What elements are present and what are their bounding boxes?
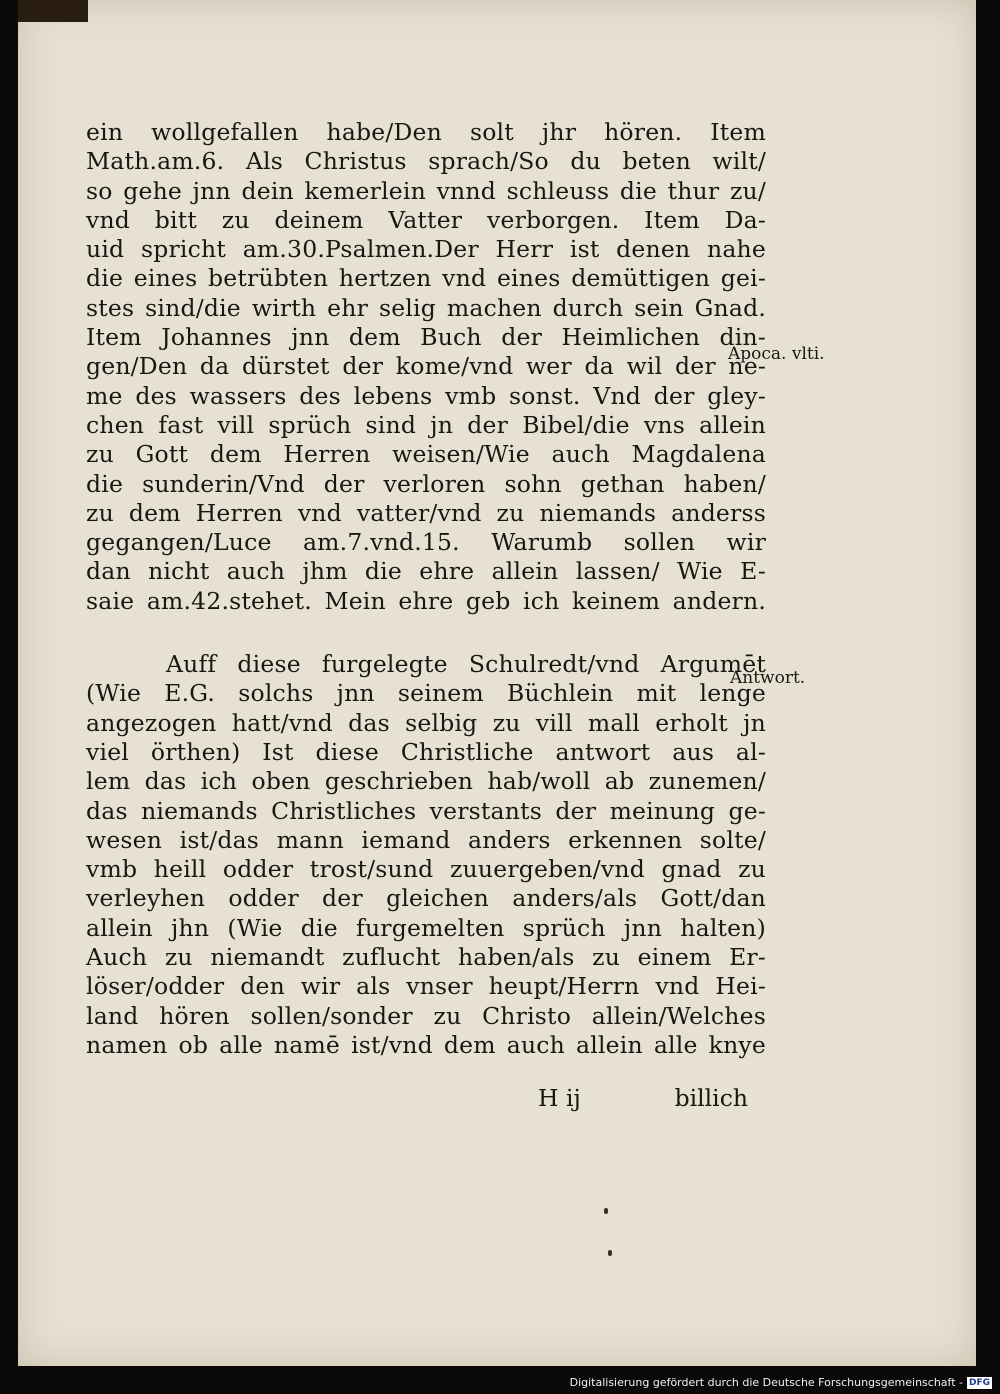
- text-line: saie am.42.stehet. Mein ehre geb ich keinem andern.: [86, 586, 766, 615]
- paper-speck: [608, 1250, 612, 1256]
- text-line: me des wassers des lebens vmb sonst. Vnd der gley-: [86, 381, 766, 410]
- text-line: Auch zu niemandt zuflucht haben/als zu einem Er-: [86, 943, 766, 972]
- text-line: Auff diese furgelegte Schulredt/vnd Argumēt: [166, 650, 766, 679]
- text-line: die eines betrübten hertzen vnd eines demüttigen gei-: [86, 264, 766, 293]
- text-line: das niemands Christliches verstants der meinung ge-: [86, 796, 766, 825]
- text-line: dan nicht auch jhm die ehre allein lassen/ Wie E-: [86, 557, 766, 586]
- text-line: lem das ich oben geschrieben hab/woll ab zunemen/: [86, 767, 766, 796]
- text-line: vmb heill odder trost/sund zuuergeben/vnd gnad zu: [86, 855, 766, 884]
- paper-speck: [604, 1208, 608, 1214]
- text-line: verleyhen odder der gleichen anders/als Gott/dan: [86, 884, 766, 913]
- text-line: vnd bitt zu deinem Vatter verborgen. Item Da-: [86, 205, 766, 234]
- text-line: land hören sollen/sonder zu Christo allein/Welches: [86, 1001, 766, 1030]
- credit-text: Digitalisierung gefördert durch die Deutsche Forschungsgemeinschaft -: [569, 1376, 963, 1389]
- text-line: zu dem Herren vnd vatter/vnd zu niemands anderss: [86, 498, 766, 527]
- text-line: zu Gott dem Herren weisen/Wie auch Magdalena: [86, 440, 766, 469]
- text-line: namen ob alle namē ist/vnd dem auch allein alle knye: [86, 1030, 766, 1059]
- text-line: viel örthen) Ist diese Christliche antwort aus al-: [86, 737, 766, 766]
- text-line: stes sind/die wirth ehr selig machen durch sein Gnad.: [86, 293, 766, 322]
- page-footer-marks: [538, 1084, 748, 1114]
- main-text-block: [86, 118, 766, 1060]
- text-line: chen fast vill sprüch sind jn der Bibel/die vns allein: [86, 410, 766, 439]
- margin-note-antwort: Antwort.: [730, 668, 806, 688]
- text-line: gegangen/Luce am.7.vnd.15. Warumb sollen wir: [86, 528, 766, 557]
- text-line: wesen ist/das mann iemand anders erkennen solte/: [86, 825, 766, 854]
- dfg-logo: DFG: [968, 1377, 990, 1388]
- text-line: allein jhn (Wie die furgemelten sprüch jnn halten): [86, 913, 766, 942]
- catchword: billich: [674, 1084, 748, 1112]
- text-line: löser/odder den wir als vnser heupt/Herrn vnd Hei-: [86, 972, 766, 1001]
- text-line: (Wie E.G. solchs jnn seinem Büchlein mit lenge: [86, 679, 766, 708]
- text-line: gen/Den da dürstet der kome/vnd wer da wil der ne-: [86, 352, 766, 381]
- page-corner-binding: [18, 0, 88, 22]
- text-line: Math.am.6. Als Christus sprach/So du beten wilt/: [86, 147, 766, 176]
- paragraph-2: [86, 650, 766, 1060]
- text-line: Item Johannes jnn dem Buch der Heimlichen din-: [86, 323, 766, 352]
- text-line: angezogen hatt/vnd das selbig zu vill mall erholt jn: [86, 708, 766, 737]
- book-page: [18, 0, 976, 1366]
- paragraph-1: [86, 118, 766, 616]
- signature-mark: H ij: [538, 1084, 581, 1112]
- text-line: die sunderin/Vnd der verloren sohn gethan haben/: [86, 469, 766, 498]
- text-line: uid spricht am.30.Psalmen.Der Herr ist denen nahe: [86, 235, 766, 264]
- margin-note-apoca: Apoca. vlti.: [728, 344, 825, 364]
- text-line: so gehe jnn dein kemerlein vnnd schleuss die thur zu/: [86, 176, 766, 205]
- text-line: ein wollgefallen habe/Den solt jhr hören. Item: [86, 118, 766, 146]
- digitization-credit: [570, 1376, 992, 1389]
